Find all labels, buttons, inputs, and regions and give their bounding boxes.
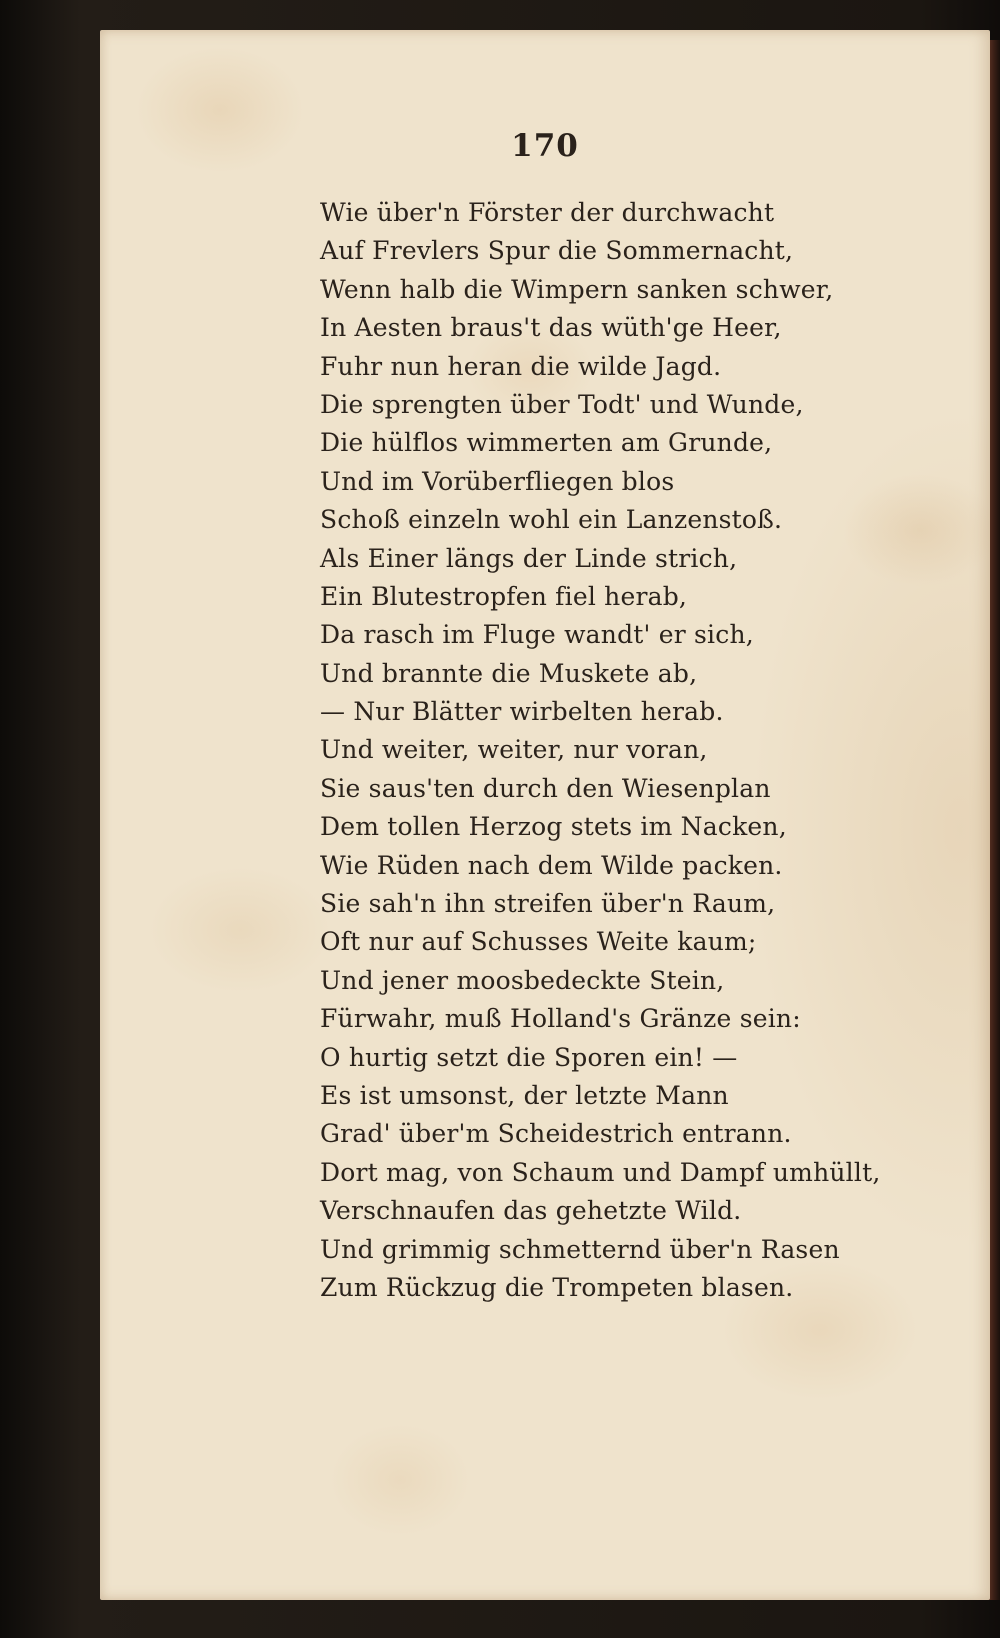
poem-line: Wie Rüden nach dem Wilde packen.: [320, 850, 783, 880]
poem-line: Wie über'n Förster der durchwacht: [320, 198, 775, 227]
poem-line: Die sprengten über Todt' und Wunde,: [320, 389, 804, 419]
poem-line: Wenn halb die Wimpern sanken schwer,: [320, 274, 834, 304]
poem-line: Die hülflos wimmerten am Grunde,: [320, 428, 773, 458]
poem-line: — Nur Blätter wirbelten herab.: [320, 697, 724, 727]
poem-line: Als Einer längs der Linde strich,: [320, 543, 738, 573]
poem-line: Da rasch im Fluge wandt' er sich,: [320, 620, 754, 650]
poem-line: Und weiter, weiter, nur voran,: [320, 735, 708, 765]
poem-line: Dem tollen Herzog stets im Nacken,: [320, 812, 787, 842]
page-number: 170: [511, 128, 579, 164]
poem-line: Auf Frevlers Spur die Sommernacht,: [320, 236, 794, 266]
poem-line: Sie saus'ten durch den Wiesenplan: [320, 773, 771, 803]
poem-line: Und brannte die Muskete ab,: [320, 658, 698, 688]
poem-line: O hurtig setzt die Sporen ein! —: [320, 1042, 738, 1072]
poem-text: [320, 194, 990, 1307]
poem-line: Verschnaufen das gehetzte Wild.: [320, 1196, 742, 1226]
poem-line: Zum Rückzug die Trompeten blasen.: [320, 1272, 794, 1302]
poem-line: Ein Blutestropfen fiel herab,: [320, 581, 688, 611]
poem-line: Schoß einzeln wohl ein Lanzenstoß.: [320, 505, 783, 535]
book-page: [100, 30, 990, 1600]
poem-line: Oft nur auf Schusses Weite kaum;: [320, 927, 757, 957]
poem-line: Dort mag, von Schaum und Dampf umhüllt,: [320, 1157, 881, 1187]
poem-line: Und jener moosbedeckte Stein,: [320, 965, 725, 995]
poem-line: Und grimmig schmetternd über'n Rasen: [320, 1234, 840, 1264]
poem-line: In Aesten braus't das wüth'ge Heer,: [320, 313, 782, 343]
poem-line: Und im Vorüberfliegen blos: [320, 466, 675, 496]
poem-line: Sie sah'n ihn streifen über'n Raum,: [320, 889, 776, 919]
poem-line: Fürwahr, muß Holland's Gränze sein:: [320, 1004, 801, 1034]
poem-line: Grad' über'm Scheidestrich entrann.: [320, 1119, 792, 1149]
poem-line: Es ist umsonst, der letzte Mann: [320, 1080, 729, 1110]
poem-line: Fuhr nun heran die wilde Jagd.: [320, 351, 722, 381]
